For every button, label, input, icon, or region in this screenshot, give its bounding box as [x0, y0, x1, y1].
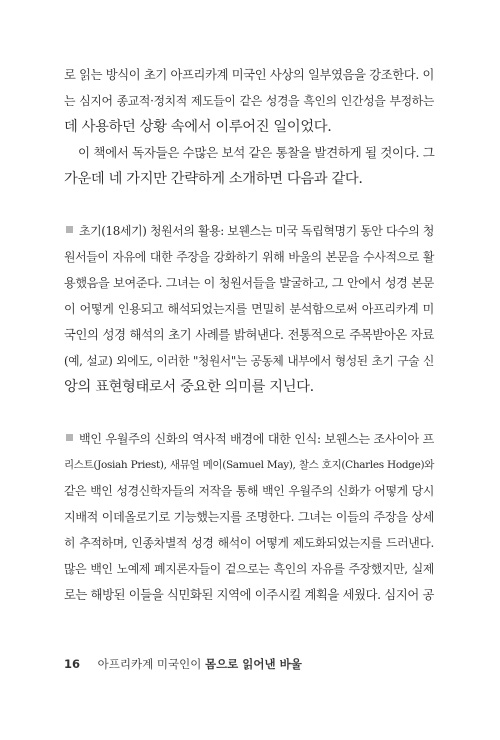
item1-line-5: 국인의 성경 해석의 초기 사례를 밝혀낸다. 전통적으로 주목받아온 자료 — [64, 328, 434, 342]
item2-line-5: 히 추적하며, 인종차별적 성경 해석이 어떻게 제도화되었는지를 드러낸다. — [64, 536, 434, 550]
p2-line-2: 가운데 네 가지만 간략하게 소개하면 다음과 같다. — [64, 171, 363, 187]
item1-line-2: 원서들이 자유에 대한 주장을 강화하기 위해 바울의 본문을 수사적으로 활 — [64, 250, 434, 264]
page-footer — [64, 656, 302, 672]
item1-line-7: 앙의 표현형태로서 중요한 의미를 지닌다. — [64, 379, 314, 395]
p2-line-1: 이 책에서 독자들은 수많은 보석 같은 통찰을 발견하게 될 것이다. 그 — [78, 145, 435, 160]
item1-line-1-text: 초기(18세기) 청원서의 활용: 보웬스는 미국 독립혁명기 동안 다수의 청 — [79, 224, 434, 238]
bullet-square-icon — [66, 226, 73, 233]
bullet-square-icon — [66, 434, 73, 441]
series-title: 아프리카계 미국인이 — [97, 657, 202, 671]
p1-line-1: 로 읽는 방식이 초기 아프리카계 미국인 사상의 일부였음을 강조한다. 이 — [64, 68, 434, 82]
body-text — [64, 62, 434, 608]
item1-line-6: (예, 설교) 외에도, 이러한 "청원서"는 공동체 내부에서 형성된 초기 구술 신 — [64, 354, 434, 368]
p1-line-2: 는 심지어 종교적·정치적 제도들이 같은 성경을 흑인의 인간성을 부정하는 — [64, 94, 434, 108]
item2-line-6: 많은 백인 노예제 폐지론자들이 겉으로는 흑인의 자유를 주장했지만, 실제 — [64, 562, 434, 576]
item1-line-1 — [64, 218, 434, 244]
section-gap — [64, 400, 434, 426]
item1-line-3: 용했음을 보여준다. 그녀는 이 청원서들을 발굴하고, 그 안에서 성경 본문 — [64, 276, 434, 290]
item1-line-4: 이 어떻게 인용되고 해석되었는지를 면밀히 분석함으로써 아프리카계 미 — [64, 302, 434, 316]
p1-line-3: 데 사용하던 상황 속에서 이루어진 일이었다. — [64, 119, 332, 135]
item2-line-7: 로는 해방된 이들을 식민화된 지역에 이주시킬 계획을 세웠다. 심지어 공 — [64, 588, 434, 602]
item2-line-2: 리스트(Josiah Priest), 새뮤얼 메이(Samuel May), 찰스 호지(Charles Hodge)와 — [64, 459, 434, 471]
item2-line-4: 지배적 이데올로기로 기능했는지를 조명한다. 그녀는 이들의 주장을 상세 — [64, 510, 434, 524]
item2-line-3: 같은 백인 성경신학자들의 저작을 통해 백인 우월주의 신화가 어떻게 당시 — [64, 484, 434, 498]
book-title: 몸으로 읽어낸 바울 — [204, 657, 302, 671]
page-number: 16 — [64, 657, 81, 671]
section-gap — [64, 192, 434, 218]
item2-line-1 — [64, 426, 434, 452]
item2-line-1-text: 백인 우월주의 신화의 역사적 배경에 대한 인식: 보웬스는 조사이아 프 — [79, 432, 434, 446]
